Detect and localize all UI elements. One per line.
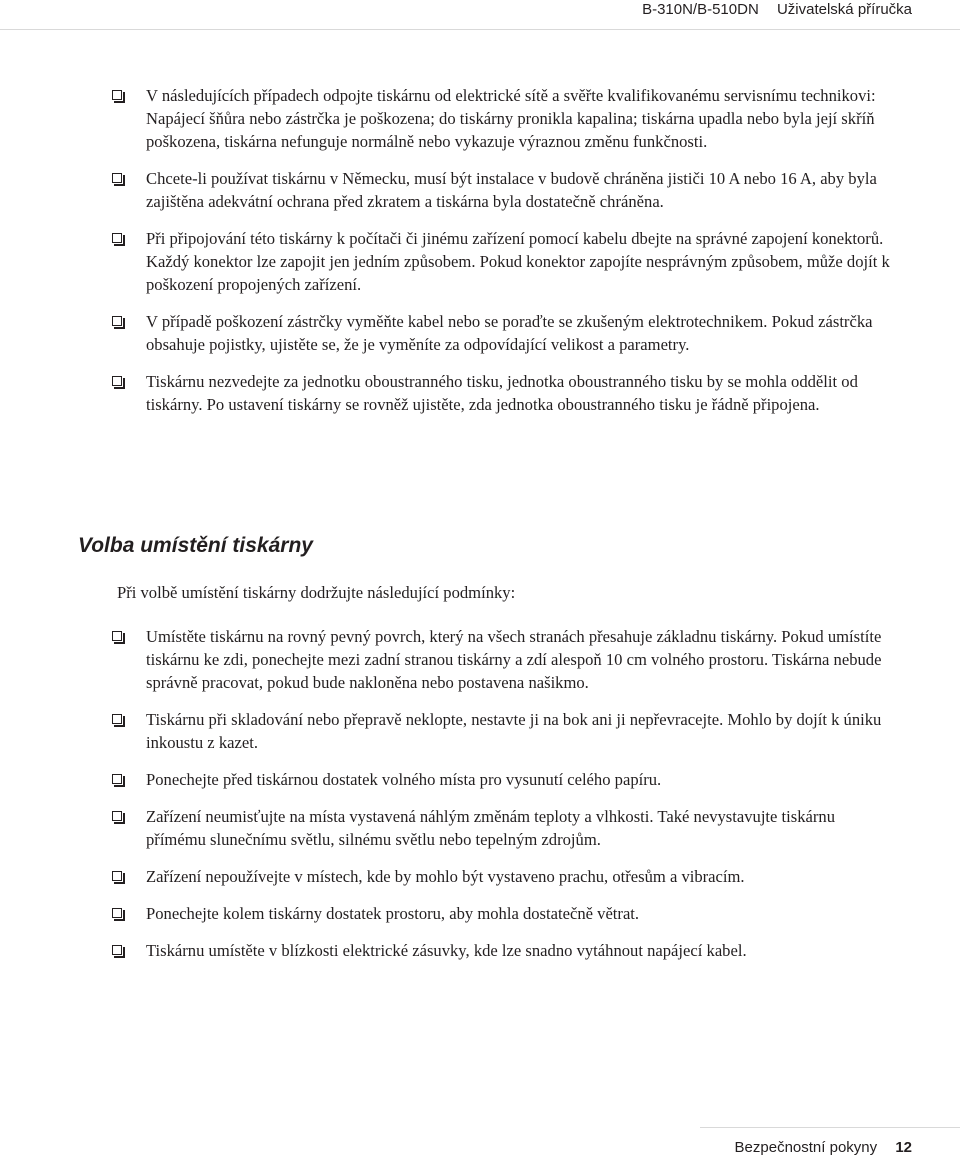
warning-text: Tiskárnu nezvedejte za jednotku oboustranného tisku, jednotka oboustranného tisku by se mohla oddělit od tiskárny. Po ustavení tiskárny se rovněž ujistěte, zda jednotka oboustranného tisku je řádně připojena. xyxy=(146,372,858,414)
section-intro: Při volbě umístění tiskárny dodržujte následující podmínky: xyxy=(117,583,516,602)
placement-list xyxy=(112,625,892,962)
checkbox-bullet-icon xyxy=(112,233,122,243)
checkbox-bullet-icon xyxy=(112,811,122,821)
list-item xyxy=(112,310,892,356)
list-item xyxy=(112,370,892,416)
list-item xyxy=(112,805,892,851)
list-item xyxy=(112,902,892,925)
list-item xyxy=(112,167,892,213)
list-item xyxy=(112,768,892,791)
placement-text: Ponechejte před tiskárnou dostatek volného místa pro vysunutí celého papíru. xyxy=(146,770,662,789)
header-model: B-310N/B-510DN xyxy=(642,1,759,18)
checkbox-bullet-icon xyxy=(112,376,122,386)
list-item xyxy=(112,625,892,694)
placement-text: Zařízení neumisťujte na místa vystavená náhlým změnám teploty a vlhkosti. Také nevystavujte tiskárnu přímému slunečnímu světlu, silnému světlu nebo tepelným zdrojům. xyxy=(146,807,836,849)
checkbox-bullet-icon xyxy=(112,316,122,326)
running-header xyxy=(642,0,912,20)
checkbox-bullet-icon xyxy=(112,945,122,955)
checkbox-bullet-icon xyxy=(112,774,122,784)
page-footer xyxy=(735,1138,912,1158)
section-title: Volba umístění tiskárny xyxy=(78,534,313,557)
warning-text: Chcete-li používat tiskárnu v Německu, musí být instalace v budově chráněna jističi 10 A nebo 16 A, aby byla zajištěna adekvátní ochrana před zkratem a tiskárna byla dostatečně chráněna. xyxy=(146,169,877,211)
checkbox-bullet-icon xyxy=(112,714,122,724)
list-item xyxy=(112,865,892,888)
list-item xyxy=(112,939,892,962)
checkbox-bullet-icon xyxy=(112,90,122,100)
warning-list xyxy=(112,84,892,416)
warning-text: Při připojování této tiskárny k počítači či jinému zařízení pomocí kabelu dbejte na správné zapojení konektorů. Každý konektor lze zapojit jen jedním způsobem. Pokud konektor zapojíte nesprávným způsobem, může dojít k poškození propojených zařízení. xyxy=(146,229,890,294)
placement-text: Tiskárnu při skladování nebo přepravě neklopte, nestavte ji na bok ani ji nepřevracejte. Mohlo by dojít k úniku inkoustu z kazet. xyxy=(146,710,882,752)
list-item xyxy=(112,227,892,296)
checkbox-bullet-icon xyxy=(112,871,122,881)
page-number: 12 xyxy=(895,1139,912,1156)
placement-text: Zařízení nepoužívejte v místech, kde by mohlo být vystaveno prachu, otřesům a vibracím. xyxy=(146,867,745,886)
footer-section-name: Bezpečnostní pokyny xyxy=(734,1139,878,1156)
header-divider xyxy=(0,29,960,30)
list-item xyxy=(112,84,892,153)
placement-text: Ponechejte kolem tiskárny dostatek prostoru, aby mohla dostatečně větrat. xyxy=(146,904,640,923)
warning-text: V následujících případech odpojte tiskárnu od elektrické sítě a svěřte kvalifikovanému servisnímu technikovi: Napájecí šňůra nebo zástrčka je poškozena; do tiskárny pronikla kapalina; tiskárna upadla nebo byla její skříň poškozena, tiskárna nefunguje normálně nebo vykazuje výraznou změnu funkčnosti. xyxy=(146,86,876,151)
checkbox-bullet-icon xyxy=(112,173,122,183)
placement-text: Umístěte tiskárnu na rovný pevný povrch, který na všech stranách přesahuje základnu tiskárny. Pokud umístíte tiskárnu ke zdi, ponechejte mezi zadní stranou tiskárny a zdí alespoň 10 cm volného prostoru. Tiskárna nebude správně pracovat, pokud bude nakloněna nebo postavena našikmo. xyxy=(146,627,882,692)
header-guide-title: Uživatelská příručka xyxy=(776,1,912,18)
checkbox-bullet-icon xyxy=(112,631,122,641)
footer-divider xyxy=(700,1127,960,1128)
list-item xyxy=(112,708,892,754)
placement-text: Tiskárnu umístěte v blízkosti elektrické zásuvky, kde lze snadno vytáhnout napájecí kabel. xyxy=(146,941,747,960)
warning-text: V případě poškození zástrčky vyměňte kabel nebo se poraďte se zkušeným elektrotechnikem. Pokud zástrčka obsahuje pojistky, ujistěte se, že je vyměníte za odpovídající velikost a parametry. xyxy=(146,312,873,354)
checkbox-bullet-icon xyxy=(112,908,122,918)
